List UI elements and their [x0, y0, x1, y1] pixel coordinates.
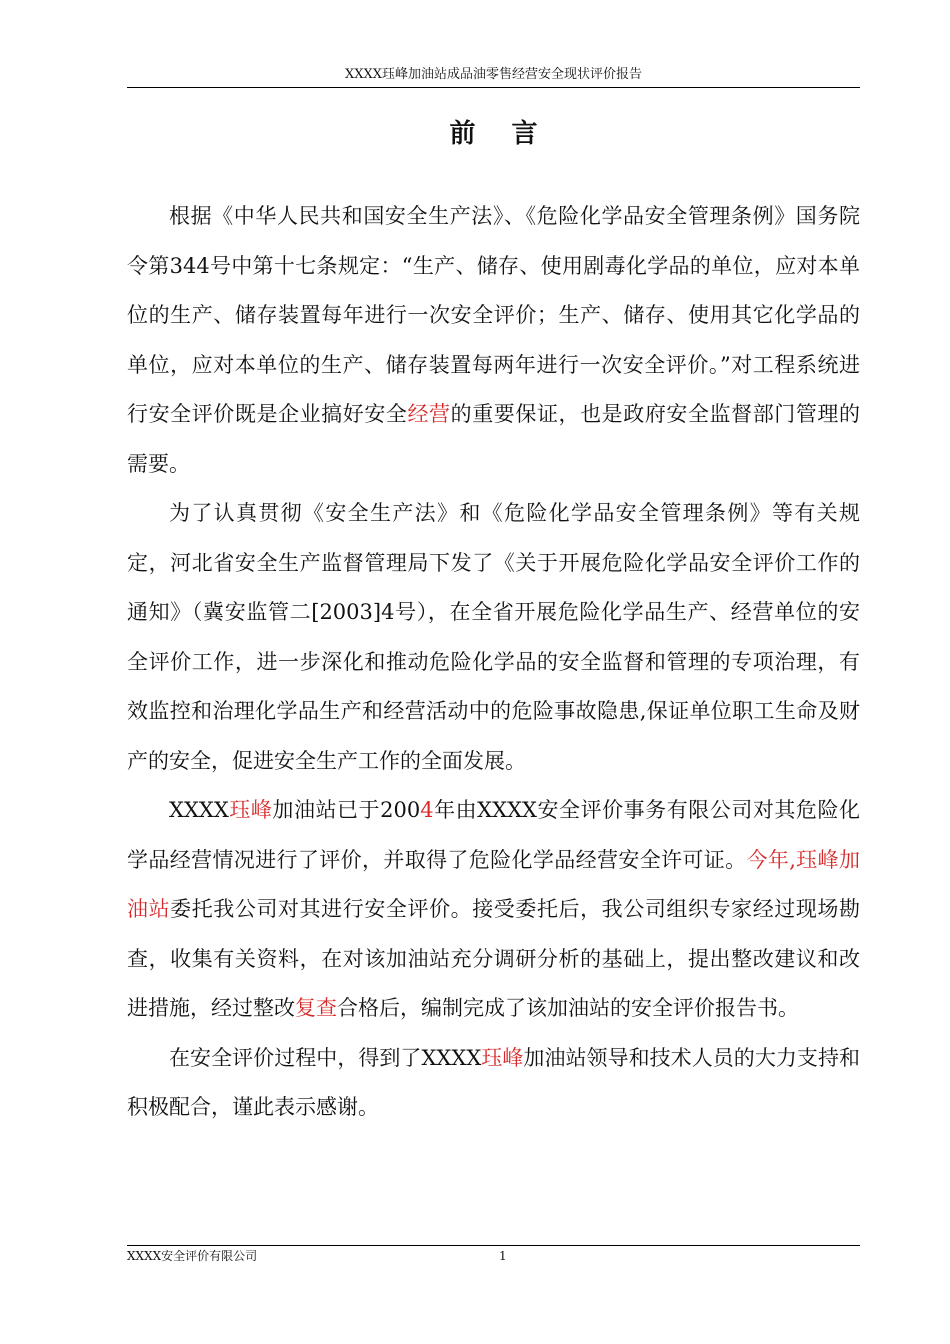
paragraph-2	[127, 489, 860, 786]
text-segment: 加油站已于200	[272, 798, 421, 822]
page-title: 前言	[449, 119, 574, 149]
footer-company: XXXX安全评价有限公司	[127, 1249, 258, 1263]
text-segment: 年由XXXX安全评价事务有限公司对其危险化学品经营情况进行了评价，并取得了危险化学品经营安全许可证。	[127, 798, 860, 872]
paragraph-3	[127, 786, 860, 1034]
text-segment: 根据《中华人民共和国安全生产法》、《危险化学品安全管理条例》国务院令第344号中第十七条规定：“生产、储存、使用剧毒化学品的单位，应对本单位的生产、储存装置每年进行一次安全评价；生产、储存、使用其它化学品的单位，应对本单位的生产、储存装置每两年进行一次安全评价。”对工程系统进行安全评价既是企业搞好安全	[127, 204, 860, 426]
highlighted-text: 4	[420, 798, 434, 822]
highlighted-text: 今年,珏峰加油站	[127, 847, 860, 921]
text-segment: 加油站领导和技术人员的大力支持和积极配合，谨此表示感谢。	[127, 1045, 860, 1119]
page-header	[127, 66, 860, 88]
text-segment: 委托我公司对其进行安全评价。接受委托后，我公司组织专家经过现场勘查，收集有关资料，在对该加油站充分调研分析的基础上，提出整改建议和改进措施，经过整改	[127, 897, 861, 1020]
header-text: XXXX珏峰加油站成品油零售经营安全现状评价报告	[344, 67, 643, 82]
text-segment: 合格后，编制完成了该加油站的安全评价报告书。	[337, 996, 799, 1020]
paragraph-4	[127, 1034, 860, 1133]
text-segment: 的重要保证，也是政府安全监督部门管理的需要。	[127, 402, 861, 476]
highlighted-text: 珏峰	[228, 798, 273, 822]
page-number: 1	[499, 1249, 507, 1263]
text-segment: 为了认真贯彻《安全生产法》和《危险化学品安全管理条例》等有关规定，河北省安全生产监督管理局下发了《关于开展危险化学品安全评价工作的通知》（冀安监管二[2003]4号），在全省开展危险化学品生产、经营单位的安全评价工作，进一步深化和推动危险化学品的安全监督和管理的专项治理，有效监控和治理化学品生产和经营活动中的危险事故隐患,保证单位职工生命及财产的安全，促进安全生产工作的全面发展。	[127, 501, 860, 773]
page-footer	[127, 1245, 860, 1264]
highlighted-text: 珏峰	[481, 1045, 524, 1070]
text-segment: 在安全评价过程中，得到了XXXX	[169, 1045, 482, 1070]
text-segment: XXXX	[169, 798, 229, 822]
highlighted-text: 经营	[407, 402, 451, 426]
paragraph-1	[127, 192, 860, 489]
body-text	[127, 192, 860, 1133]
highlighted-text: 复查	[295, 996, 337, 1020]
